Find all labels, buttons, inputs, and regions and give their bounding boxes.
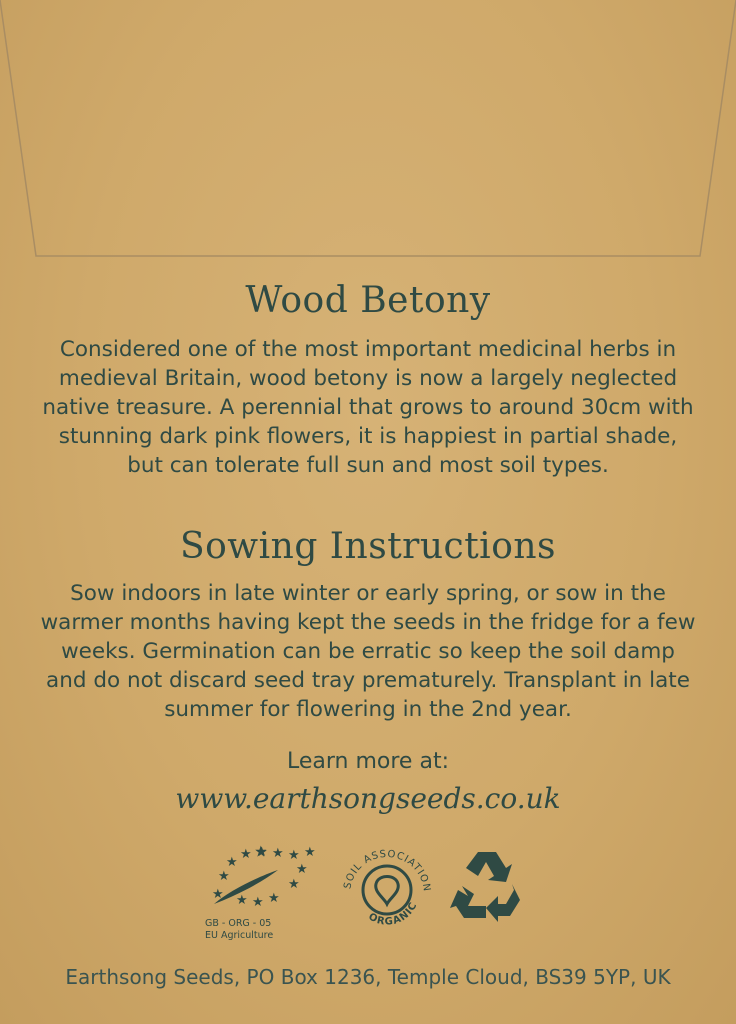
svg-text:★: ★ — [272, 846, 284, 861]
eu-agriculture-label: EU Agriculture — [205, 930, 274, 941]
soil-association-organic: ORGANIC — [366, 900, 420, 928]
svg-text:★: ★ — [304, 845, 316, 860]
company-address: Earthsong Seeds, PO Box 1236, Temple Cloud, BS39 5YP, UK — [65, 965, 671, 989]
plant-title: Wood Betony — [245, 280, 491, 321]
svg-text:★: ★ — [288, 848, 300, 863]
svg-text:★: ★ — [256, 845, 268, 860]
eu-organic-code: GB - ORG - 05 — [205, 918, 272, 929]
svg-text:★: ★ — [218, 869, 230, 884]
recycle-icon — [448, 848, 532, 928]
soil-association-text: SOIL ASSOCIATION — [342, 848, 433, 893]
svg-text:★: ★ — [236, 893, 248, 908]
envelope-flap — [0, 0, 736, 260]
svg-text:★: ★ — [288, 877, 300, 892]
sowing-instructions: Sow indoors in late winter or early spring, or sow in the warmer months having kept the seeds in the fridge for a few weeks. Germination can be erratic so keep the soil damp and do not discard seed tray prematurely. Transplant in late summer for flowering in the 2nd year. — [40, 581, 696, 722]
sowing-title: Sowing Instructions — [179, 526, 557, 567]
website-link[interactable]: www.earthsongseeds.co.uk — [175, 782, 561, 815]
svg-text:★: ★ — [240, 847, 252, 862]
svg-text:★: ★ — [268, 891, 280, 906]
svg-text:★: ★ — [226, 855, 238, 870]
soil-association-icon — [338, 844, 436, 932]
svg-text:★: ★ — [296, 862, 308, 877]
plant-description: Considered one of the most important medicinal herbs in medieval Britain, wood betony is now a largely neglected native treasure. A perennial that grows to around 30cm with stunning dark pink flowers, it is happiest in partial shade, but can tolerate full sun and most soil types. — [42, 337, 694, 478]
svg-text:SOIL ASSOCIATION — [342, 849, 432, 893]
learn-more-label: Learn more at: — [287, 749, 449, 774]
svg-text:★: ★ — [252, 895, 264, 910]
svg-text:★: ★ — [212, 887, 224, 902]
